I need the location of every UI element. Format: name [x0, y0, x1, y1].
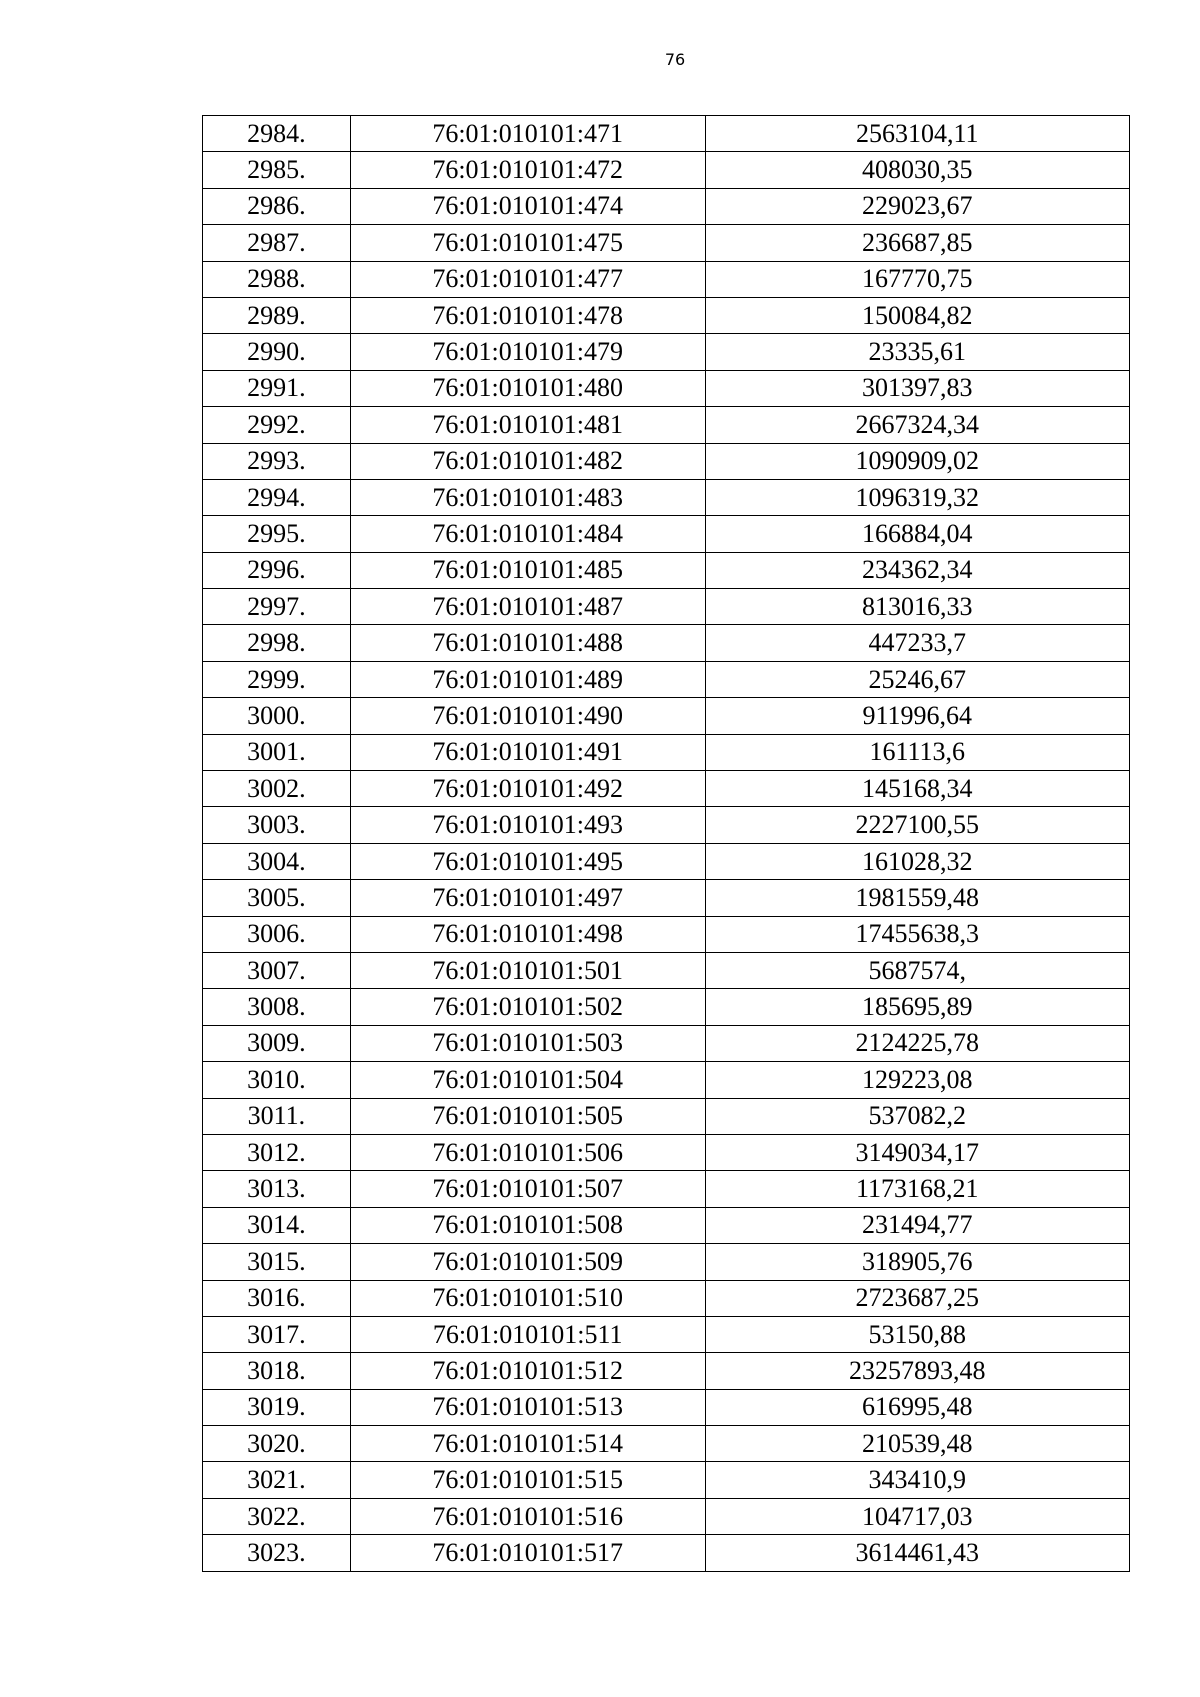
table-row	[203, 771, 1130, 807]
cadastral-value-cell: 1173168,21	[705, 1171, 1129, 1207]
cadastral-value-cell: 3614461,43	[705, 1535, 1129, 1571]
table-row	[203, 734, 1130, 770]
row-number-cell: 3002.	[203, 771, 351, 807]
page-number: 76	[664, 50, 686, 69]
cadastral-number-cell: 76:01:010101:517	[350, 1535, 705, 1571]
cadastral-number-cell: 76:01:010101:497	[350, 880, 705, 916]
table-row	[203, 880, 1130, 916]
table-row	[203, 1389, 1130, 1425]
table-row	[203, 1498, 1130, 1534]
cadastral-number-cell: 76:01:010101:501	[350, 952, 705, 988]
row-number-cell: 3006.	[203, 916, 351, 952]
cadastral-number-cell: 76:01:010101:495	[350, 843, 705, 879]
table-row	[203, 116, 1130, 152]
cadastral-number-cell: 76:01:010101:477	[350, 261, 705, 297]
cadastral-value-cell: 1090909,02	[705, 443, 1129, 479]
cadastral-number-cell: 76:01:010101:505	[350, 1098, 705, 1134]
cadastral-number-cell: 76:01:010101:507	[350, 1171, 705, 1207]
row-number-cell: 2993.	[203, 443, 351, 479]
cadastral-number-cell: 76:01:010101:487	[350, 589, 705, 625]
row-number-cell: 3001.	[203, 734, 351, 770]
row-number-cell: 2994.	[203, 479, 351, 515]
table-row	[203, 1098, 1130, 1134]
table-row	[203, 552, 1130, 588]
row-number-cell: 2996.	[203, 552, 351, 588]
row-number-cell: 2995.	[203, 516, 351, 552]
cadastral-value-cell: 231494,77	[705, 1207, 1129, 1243]
table-row	[203, 1062, 1130, 1098]
cadastral-value-table	[202, 115, 1130, 1572]
cadastral-value-cell: 2563104,11	[705, 116, 1129, 152]
row-number-cell: 3022.	[203, 1498, 351, 1534]
cadastral-value-cell: 23335,61	[705, 334, 1129, 370]
cadastral-value-cell: 161028,32	[705, 843, 1129, 879]
cadastral-value-cell: 25246,67	[705, 661, 1129, 697]
cadastral-number-cell: 76:01:010101:475	[350, 225, 705, 261]
table-row	[203, 1316, 1130, 1352]
cadastral-value-cell: 2124225,78	[705, 1025, 1129, 1061]
cadastral-number-cell: 76:01:010101:490	[350, 698, 705, 734]
cadastral-number-cell: 76:01:010101:483	[350, 479, 705, 515]
table-row	[203, 188, 1130, 224]
cadastral-number-cell: 76:01:010101:488	[350, 625, 705, 661]
cadastral-value-cell: 2723687,25	[705, 1280, 1129, 1316]
cadastral-number-cell: 76:01:010101:503	[350, 1025, 705, 1061]
cadastral-value-cell: 447233,7	[705, 625, 1129, 661]
row-number-cell: 3003.	[203, 807, 351, 843]
cadastral-value-cell: 2667324,34	[705, 407, 1129, 443]
table-row	[203, 1535, 1130, 1571]
cadastral-number-cell: 76:01:010101:482	[350, 443, 705, 479]
table-row	[203, 1462, 1130, 1498]
cadastral-value-cell: 161113,6	[705, 734, 1129, 770]
cadastral-value-cell: 5687574,	[705, 952, 1129, 988]
table-row	[203, 1207, 1130, 1243]
row-number-cell: 2985.	[203, 152, 351, 188]
cadastral-number-cell: 76:01:010101:492	[350, 771, 705, 807]
row-number-cell: 3000.	[203, 698, 351, 734]
cadastral-value-cell: 236687,85	[705, 225, 1129, 261]
cadastral-number-cell: 76:01:010101:516	[350, 1498, 705, 1534]
row-number-cell: 2998.	[203, 625, 351, 661]
cadastral-value-cell: 167770,75	[705, 261, 1129, 297]
table-row	[203, 443, 1130, 479]
table-body	[203, 116, 1130, 1572]
table-row	[203, 1025, 1130, 1061]
row-number-cell: 2992.	[203, 407, 351, 443]
cadastral-value-cell: 129223,08	[705, 1062, 1129, 1098]
row-number-cell: 3014.	[203, 1207, 351, 1243]
cadastral-value-cell: 234362,34	[705, 552, 1129, 588]
cadastral-value-cell: 104717,03	[705, 1498, 1129, 1534]
table-row	[203, 1426, 1130, 1462]
table-row	[203, 916, 1130, 952]
cadastral-number-cell: 76:01:010101:481	[350, 407, 705, 443]
cadastral-value-cell: 301397,83	[705, 370, 1129, 406]
cadastral-value-cell: 210539,48	[705, 1426, 1129, 1462]
row-number-cell: 3017.	[203, 1316, 351, 1352]
table-row	[203, 843, 1130, 879]
cadastral-number-cell: 76:01:010101:471	[350, 116, 705, 152]
table-row	[203, 334, 1130, 370]
row-number-cell: 3009.	[203, 1025, 351, 1061]
cadastral-number-cell: 76:01:010101:510	[350, 1280, 705, 1316]
row-number-cell: 2987.	[203, 225, 351, 261]
table-row	[203, 261, 1130, 297]
row-number-cell: 3004.	[203, 843, 351, 879]
cadastral-number-cell: 76:01:010101:508	[350, 1207, 705, 1243]
cadastral-number-cell: 76:01:010101:484	[350, 516, 705, 552]
cadastral-value-cell: 537082,2	[705, 1098, 1129, 1134]
cadastral-value-cell: 408030,35	[705, 152, 1129, 188]
table-row	[203, 225, 1130, 261]
table-row	[203, 952, 1130, 988]
row-number-cell: 2999.	[203, 661, 351, 697]
table-row	[203, 1171, 1130, 1207]
cadastral-value-cell: 145168,34	[705, 771, 1129, 807]
cadastral-number-cell: 76:01:010101:478	[350, 297, 705, 333]
cadastral-number-cell: 76:01:010101:485	[350, 552, 705, 588]
cadastral-value-cell: 229023,67	[705, 188, 1129, 224]
cadastral-value-cell: 53150,88	[705, 1316, 1129, 1352]
row-number-cell: 3023.	[203, 1535, 351, 1571]
row-number-cell: 2986.	[203, 188, 351, 224]
cadastral-number-cell: 76:01:010101:511	[350, 1316, 705, 1352]
cadastral-value-cell: 1096319,32	[705, 479, 1129, 515]
row-number-cell: 2997.	[203, 589, 351, 625]
table-row	[203, 152, 1130, 188]
row-number-cell: 3005.	[203, 880, 351, 916]
table-row	[203, 297, 1130, 333]
row-number-cell: 3011.	[203, 1098, 351, 1134]
cadastral-number-cell: 76:01:010101:493	[350, 807, 705, 843]
cadastral-number-cell: 76:01:010101:509	[350, 1244, 705, 1280]
table-row	[203, 989, 1130, 1025]
row-number-cell: 3016.	[203, 1280, 351, 1316]
cadastral-value-cell: 911996,64	[705, 698, 1129, 734]
cadastral-value-cell: 185695,89	[705, 989, 1129, 1025]
cadastral-value-cell: 616995,48	[705, 1389, 1129, 1425]
row-number-cell: 2984.	[203, 116, 351, 152]
cadastral-value-cell: 166884,04	[705, 516, 1129, 552]
cadastral-number-cell: 76:01:010101:515	[350, 1462, 705, 1498]
cadastral-value-cell: 343410,9	[705, 1462, 1129, 1498]
cadastral-number-cell: 76:01:010101:491	[350, 734, 705, 770]
cadastral-value-cell: 813016,33	[705, 589, 1129, 625]
table-row	[203, 1134, 1130, 1170]
row-number-cell: 3008.	[203, 989, 351, 1025]
cadastral-number-cell: 76:01:010101:504	[350, 1062, 705, 1098]
cadastral-number-cell: 76:01:010101:506	[350, 1134, 705, 1170]
table-row	[203, 1244, 1130, 1280]
cadastral-number-cell: 76:01:010101:489	[350, 661, 705, 697]
cadastral-value-cell: 1981559,48	[705, 880, 1129, 916]
table-row	[203, 479, 1130, 515]
row-number-cell: 2990.	[203, 334, 351, 370]
cadastral-value-cell: 318905,76	[705, 1244, 1129, 1280]
row-number-cell: 3013.	[203, 1171, 351, 1207]
cadastral-number-cell: 76:01:010101:514	[350, 1426, 705, 1462]
table-row	[203, 407, 1130, 443]
table-row	[203, 589, 1130, 625]
row-number-cell: 3010.	[203, 1062, 351, 1098]
cadastral-value-cell: 17455638,3	[705, 916, 1129, 952]
row-number-cell: 3018.	[203, 1353, 351, 1389]
cadastral-number-cell: 76:01:010101:472	[350, 152, 705, 188]
cadastral-number-cell: 76:01:010101:498	[350, 916, 705, 952]
cadastral-value-cell: 2227100,55	[705, 807, 1129, 843]
cadastral-number-cell: 76:01:010101:479	[350, 334, 705, 370]
row-number-cell: 3007.	[203, 952, 351, 988]
cadastral-number-cell: 76:01:010101:480	[350, 370, 705, 406]
cadastral-number-cell: 76:01:010101:474	[350, 188, 705, 224]
table-row	[203, 370, 1130, 406]
table-row	[203, 516, 1130, 552]
row-number-cell: 3020.	[203, 1426, 351, 1462]
row-number-cell: 3012.	[203, 1134, 351, 1170]
cadastral-value-cell: 3149034,17	[705, 1134, 1129, 1170]
cadastral-value-cell: 23257893,48	[705, 1353, 1129, 1389]
table-row	[203, 625, 1130, 661]
table-row	[203, 661, 1130, 697]
cadastral-number-cell: 76:01:010101:512	[350, 1353, 705, 1389]
row-number-cell: 3019.	[203, 1389, 351, 1425]
row-number-cell: 3021.	[203, 1462, 351, 1498]
cadastral-value-cell: 150084,82	[705, 297, 1129, 333]
cadastral-number-cell: 76:01:010101:502	[350, 989, 705, 1025]
cadastral-number-cell: 76:01:010101:513	[350, 1389, 705, 1425]
table-row	[203, 1280, 1130, 1316]
row-number-cell: 2989.	[203, 297, 351, 333]
row-number-cell: 3015.	[203, 1244, 351, 1280]
row-number-cell: 2991.	[203, 370, 351, 406]
table-row	[203, 698, 1130, 734]
row-number-cell: 2988.	[203, 261, 351, 297]
table-row	[203, 807, 1130, 843]
table-row	[203, 1353, 1130, 1389]
